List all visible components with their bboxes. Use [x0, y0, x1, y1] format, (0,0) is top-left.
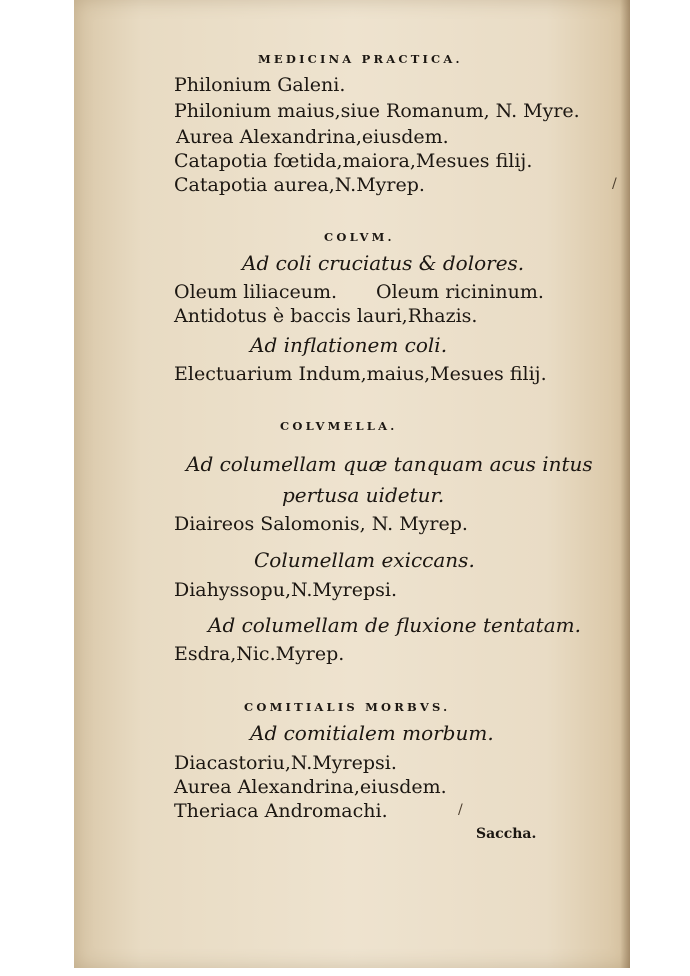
- ink-mark: /: [458, 802, 463, 818]
- rubric: Ad columellam quæ tanquam acus intus: [186, 452, 593, 476]
- list-item: Theriaca Andromachi.: [174, 800, 388, 822]
- list-item: Catapotia fœtida,maiora,Mesues filij.: [174, 150, 533, 172]
- list-item: Antidotus è baccis lauri,Rhazis.: [174, 305, 478, 327]
- page-spine-shadow: [620, 0, 630, 968]
- list-item: Philonium Galeni.: [174, 74, 346, 96]
- rubric: pertusa uidetur.: [282, 483, 445, 507]
- list-item: Philonium maius,siue Romanum, N. Myre.: [174, 100, 580, 122]
- ink-mark: /: [612, 176, 617, 192]
- section-heading-columella: COLVMELLA.: [280, 419, 398, 433]
- rubric: Ad coli cruciatus & dolores.: [242, 251, 525, 275]
- list-item: Electuarium Indum,maius,Mesues filij.: [174, 363, 547, 385]
- list-item: Oleum liliaceum.: [174, 281, 338, 303]
- list-item: Catapotia aurea,N.Myrep.: [174, 174, 425, 196]
- running-head: MEDICINA PRACTICA.: [258, 52, 463, 66]
- rubric: Ad columellam de fluxione tentatam.: [208, 613, 581, 637]
- rubric: Ad comitialem morbum.: [250, 721, 494, 745]
- list-item: Esdra,Nic.Myrep.: [174, 643, 345, 665]
- list-item: Oleum ricininum.: [376, 281, 544, 303]
- rubric: Ad inflationem coli.: [250, 333, 448, 357]
- list-item: Aurea Alexandrina,eiusdem.: [176, 126, 449, 148]
- section-heading-colum: COLVM.: [324, 230, 395, 244]
- list-item: Diahyssopu,N.Myrepsi.: [174, 579, 397, 601]
- list-item: Diaireos Salomonis, N. Myrep.: [174, 513, 468, 535]
- catchword: Saccha.: [476, 826, 537, 842]
- section-heading-comitialis: COMITIALIS MORBVS.: [244, 700, 451, 714]
- list-item: Aurea Alexandrina,eiusdem.: [174, 776, 447, 798]
- book-page: [74, 0, 630, 968]
- rubric: Columellam exiccans.: [254, 548, 475, 572]
- list-item: Diacastoriu,N.Myrepsi.: [174, 752, 397, 774]
